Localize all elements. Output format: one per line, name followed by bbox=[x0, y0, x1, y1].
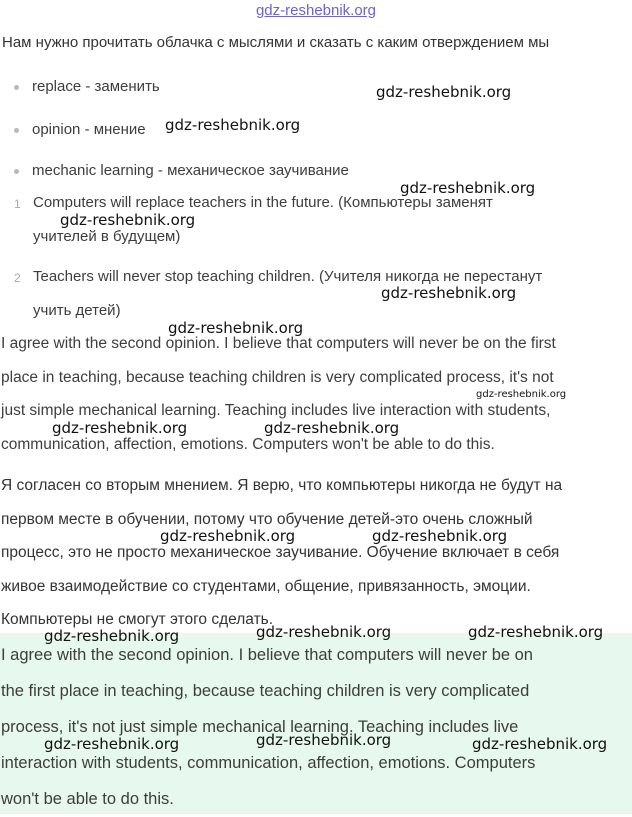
watermark: gdz-reshebnik.org bbox=[60, 211, 196, 229]
watermark: gdz-reshebnik.org bbox=[44, 735, 180, 753]
bullet-icon bbox=[14, 85, 19, 90]
opinion-line: Teachers will never stop teaching children. (Учителя никогда не перестанут bbox=[33, 268, 543, 285]
watermark: gdz-reshebnik.org bbox=[381, 284, 517, 302]
watermark: gdz-reshebnik.org bbox=[376, 83, 512, 101]
highlighted-answer-text bbox=[1, 637, 623, 817]
paragraph-line: interaction with students, communication, affection, emotions. Computers bbox=[1, 754, 536, 772]
watermark: gdz-reshebnik.org bbox=[256, 731, 392, 749]
paragraph-line: живое взаимодействие со студентами, общение, привязанность, эмоции. bbox=[1, 577, 531, 595]
vocab-text: opinion - мнение bbox=[32, 121, 146, 138]
intro-text: Нам нужно прочитать облачка с мыслями и сказать с каким отверждением мы bbox=[2, 34, 550, 51]
watermark: gdz-reshebnik.org bbox=[372, 527, 508, 545]
watermark: gdz-reshebnik.org bbox=[264, 419, 400, 437]
paragraph-line: Компьютеры не смогут этого сделать. bbox=[1, 611, 274, 628]
watermark: gdz-reshebnik.org bbox=[44, 627, 180, 645]
bullet-icon bbox=[14, 128, 19, 133]
paragraph-line: первом месте в обучении, потому что обучение детей-это очень сложный bbox=[1, 510, 533, 528]
watermark: gdz-reshebnik.org bbox=[160, 527, 296, 545]
watermark: gdz-reshebnik.org bbox=[256, 623, 392, 641]
list-number: 2 bbox=[14, 271, 21, 285]
answer-russian bbox=[1, 469, 629, 637]
watermark: gdz-reshebnik.org bbox=[468, 623, 604, 641]
vocab-item bbox=[14, 78, 160, 95]
watermark: gdz-reshebnik.org bbox=[472, 735, 608, 753]
vocab-item bbox=[14, 121, 146, 138]
watermark: gdz-reshebnik.org bbox=[168, 319, 304, 337]
watermark: gdz-reshebnik.org bbox=[476, 389, 567, 400]
site-header-link[interactable]: gdz-reshebnik.org bbox=[255, 2, 377, 19]
paragraph-line: won't be able to do this. bbox=[1, 790, 174, 808]
bullet-icon bbox=[14, 169, 19, 174]
paragraph-line: I agree with the second opinion. I believe that computers will never be on bbox=[1, 646, 533, 664]
vocab-text: replace - заменить bbox=[32, 78, 160, 95]
paragraph-line: process, it's not just simple mechanical learning. Teaching includes live bbox=[1, 718, 519, 736]
list-number: 1 bbox=[14, 197, 21, 211]
watermark: gdz-reshebnik.org bbox=[400, 179, 536, 197]
paragraph-line: the first place in teaching, because teaching children is very complicated bbox=[1, 682, 530, 700]
paragraph-line: just simple mechanical learning. Teaching includes live interaction with students, bbox=[1, 402, 551, 419]
opinion-line: учителей в будущем) bbox=[33, 228, 181, 245]
paragraph-line: communication, affection, emotions. Computers won't be able to do this. bbox=[1, 435, 495, 453]
vocab-text: mechanic learning - механическое заучивание bbox=[32, 162, 349, 179]
paragraph-line: процесс, это не просто механическое заучивание. Обучение включает в себя bbox=[1, 544, 560, 561]
watermark: gdz-reshebnik.org bbox=[165, 116, 301, 134]
paragraph-line: Я согласен со вторым мнением. Я верю, что компьютеры никогда не будут на bbox=[1, 477, 563, 494]
vocab-item bbox=[14, 162, 349, 179]
opinion-line: учить детей) bbox=[33, 302, 121, 319]
highlighted-answer-box bbox=[0, 633, 632, 814]
watermark: gdz-reshebnik.org bbox=[52, 419, 188, 437]
paragraph-line: I agree with the second opinion. I believe that computers will never be on the first bbox=[1, 335, 556, 352]
paragraph-line: place in teaching, because teaching children is very complicated process, it's not bbox=[1, 368, 554, 386]
opinion-line: Computers will replace teachers in the future. (Компьютеры заменят bbox=[33, 194, 493, 211]
